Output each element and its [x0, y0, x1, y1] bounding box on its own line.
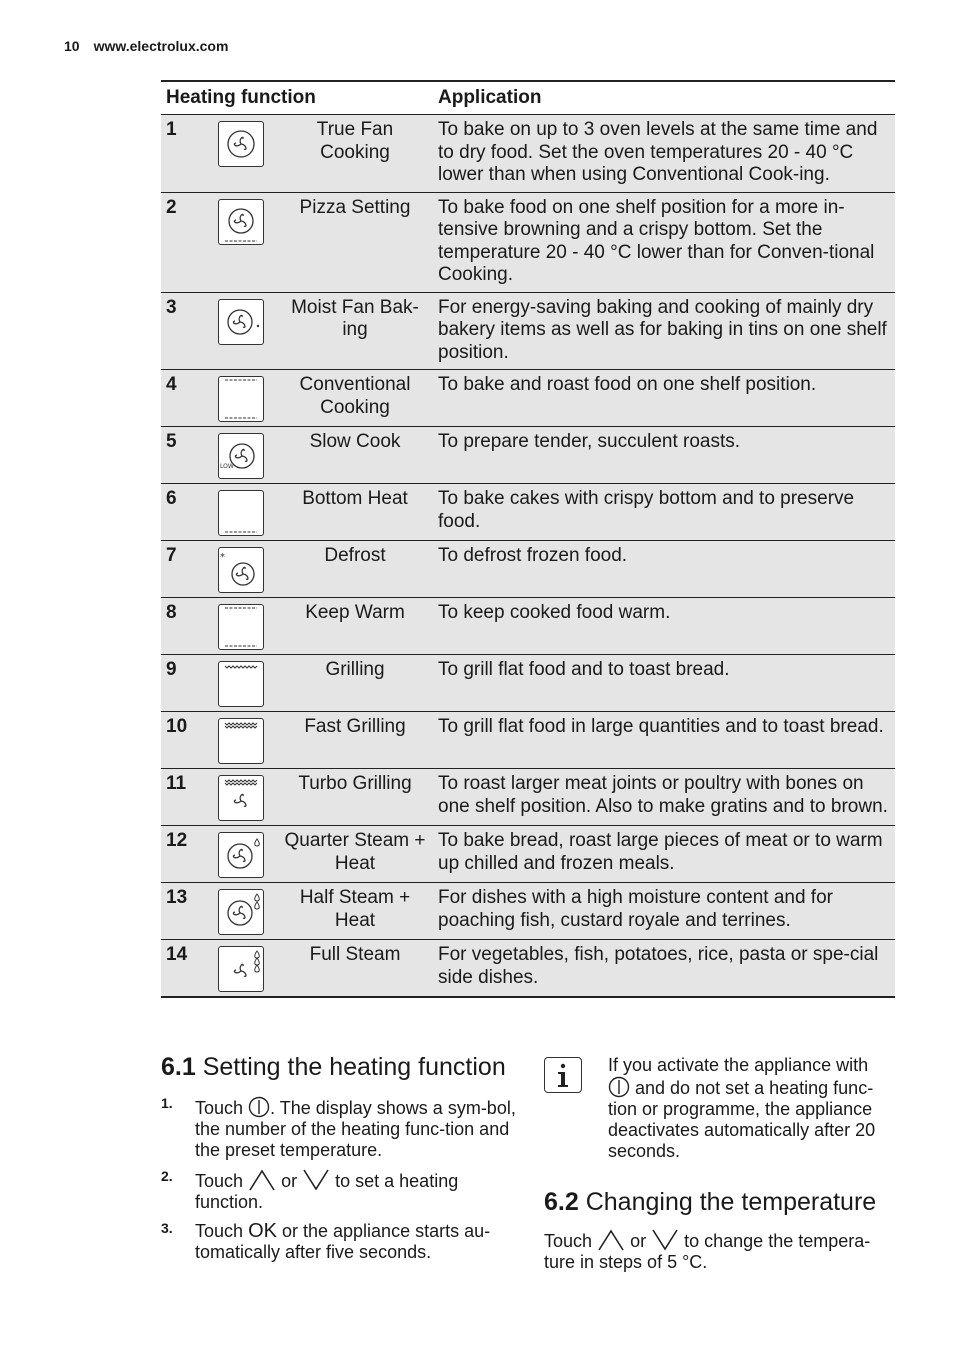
function-application: For vegetables, fish, potatoes, rice, pasta or spe-cial side dishes.	[433, 940, 895, 998]
col-heating-function: Heating function	[161, 81, 433, 115]
icon-cell	[213, 598, 277, 655]
col-application: Application	[433, 81, 895, 115]
function-number: 6	[161, 484, 213, 541]
up-arrow-icon	[597, 1229, 625, 1251]
half-steam-icon	[218, 889, 264, 935]
step-2: 2. Touch or to set a heating function.	[161, 1168, 459, 1212]
icon-cell	[213, 655, 277, 712]
function-number: 3	[161, 292, 213, 370]
bottom-heat-icon	[218, 490, 264, 536]
website: www.electrolux.com	[93, 38, 229, 54]
info-note	[544, 1055, 894, 1162]
function-application: To bake food on one shelf position for a more in-tensive browning and a crispy bottom. Set the temperature 20 - 40 °C lower than for Conven-tional Cooking.	[433, 192, 895, 292]
ok-symbol: OK	[248, 1220, 277, 1242]
svg-text:LOW: LOW	[220, 463, 234, 470]
section-text: Touch or to change the tempera-ture in steps of 5 °C.	[544, 1231, 871, 1272]
moist-fan-icon	[218, 299, 264, 345]
down-arrow-icon	[302, 1169, 330, 1191]
function-application: For dishes with a high moisture content and for poaching fish, custard royale and terrines.	[433, 883, 895, 940]
table-row	[161, 940, 895, 998]
function-application: To grill flat food in large quantities and to toast bread.	[433, 712, 895, 769]
function-number: 7	[161, 541, 213, 598]
section-title: 6.1 Setting the heating function	[161, 1053, 506, 1081]
function-number: 14	[161, 940, 213, 998]
defrost-icon	[218, 547, 264, 593]
table-row	[161, 598, 895, 655]
function-number: 5	[161, 427, 213, 484]
function-application: For energy-saving baking and cooking of mainly dry bakery items as well as for baking in tins on one shelf position.	[433, 292, 895, 370]
function-application: To defrost frozen food.	[433, 541, 895, 598]
fan-bottom-heat-icon	[218, 199, 264, 245]
function-name: Defrost	[277, 541, 433, 598]
step-1: 1. Touch . The display shows a sym-bol, the number of the heating func-tion and the preset temperature.	[161, 1095, 516, 1160]
function-number: 11	[161, 769, 213, 826]
icon-cell	[213, 292, 277, 370]
table-row	[161, 370, 895, 427]
function-number: 8	[161, 598, 213, 655]
table-row	[161, 115, 895, 193]
function-name: True Fan Cooking	[277, 115, 433, 193]
power-icon	[248, 1096, 270, 1118]
page-header	[64, 38, 228, 54]
step-3: 3. Touch OK or the appliance starts au-tomatically after five seconds.	[161, 1220, 491, 1262]
function-application: To roast larger meat joints or poultry with bones on one shelf position. Also to make gratins and to brown.	[433, 769, 895, 826]
function-application: To bake cakes with crispy bottom and to preserve food.	[433, 484, 895, 541]
function-number: 9	[161, 655, 213, 712]
icon-cell	[213, 769, 277, 826]
table-row	[161, 192, 895, 292]
function-name: Moist Fan Bak-ing	[277, 292, 433, 370]
fast-grill-icon	[218, 718, 264, 764]
icon-cell	[213, 370, 277, 427]
function-name: Half Steam + Heat	[277, 883, 433, 940]
up-arrow-icon	[248, 1169, 276, 1191]
table-row	[161, 484, 895, 541]
icon-cell	[213, 115, 277, 193]
function-application: To grill flat food and to toast bread.	[433, 655, 895, 712]
turbo-grill-icon	[218, 775, 264, 821]
info-icon	[544, 1057, 582, 1093]
function-name: Quarter Steam + Heat	[277, 826, 433, 883]
function-number: 13	[161, 883, 213, 940]
function-name: Keep Warm	[277, 598, 433, 655]
icon-cell	[213, 427, 277, 484]
icon-cell	[213, 826, 277, 883]
function-number: 12	[161, 826, 213, 883]
table-row	[161, 769, 895, 826]
table-row	[161, 292, 895, 370]
section-6-2	[544, 1187, 894, 1273]
heating-function-table	[161, 80, 895, 998]
down-arrow-icon	[651, 1229, 679, 1251]
function-name: Full Steam	[277, 940, 433, 998]
function-application: To bake and roast food on one shelf position.	[433, 370, 895, 427]
svg-text:*: *	[220, 552, 225, 563]
table-row	[161, 655, 895, 712]
power-icon	[608, 1076, 630, 1098]
function-application: To prepare tender, succulent roasts.	[433, 427, 895, 484]
function-name: Grilling	[277, 655, 433, 712]
function-number: 2	[161, 192, 213, 292]
fan-icon	[218, 121, 264, 167]
slow-cook-icon	[218, 433, 264, 479]
keep-warm-icon	[218, 604, 264, 650]
function-name: Bottom Heat	[277, 484, 433, 541]
function-application: To keep cooked food warm.	[433, 598, 895, 655]
page-number: 10	[64, 38, 80, 54]
table-row	[161, 712, 895, 769]
function-number: 1	[161, 115, 213, 193]
quarter-steam-icon	[218, 832, 264, 878]
function-name: Turbo Grilling	[277, 769, 433, 826]
icon-cell	[213, 541, 277, 598]
table-row	[161, 826, 895, 883]
grill-icon	[218, 661, 264, 707]
function-name: Fast Grilling	[277, 712, 433, 769]
section-title: 6.2 Changing the temperature	[544, 1188, 877, 1216]
info-text: If you activate the appliance with and do not set a heating func-tion or programme, the appliance deactivates automatically after 20 seconds.	[608, 1055, 876, 1161]
table-row	[161, 541, 895, 598]
icon-cell	[213, 883, 277, 940]
icon-cell	[213, 192, 277, 292]
table-row	[161, 427, 895, 484]
steps-list	[161, 1096, 521, 1263]
function-number: 4	[161, 370, 213, 427]
function-name: Slow Cook	[277, 427, 433, 484]
full-steam-icon	[218, 946, 264, 992]
icon-cell	[213, 484, 277, 541]
table-row	[161, 883, 895, 940]
function-name: Pizza Setting	[277, 192, 433, 292]
function-number: 10	[161, 712, 213, 769]
top-bottom-heat-icon	[218, 376, 264, 422]
function-application: To bake bread, roast large pieces of meat or to warm up chilled and frozen meals.	[433, 826, 895, 883]
function-application: To bake on up to 3 oven levels at the same time and to dry food. Set the oven temperatures 20 - 40 °C lower than when using Conventional Cook-ing.	[433, 115, 895, 193]
function-name: Conventional Cooking	[277, 370, 433, 427]
section-6-1	[161, 1052, 521, 1271]
icon-cell	[213, 712, 277, 769]
icon-cell	[213, 940, 277, 998]
